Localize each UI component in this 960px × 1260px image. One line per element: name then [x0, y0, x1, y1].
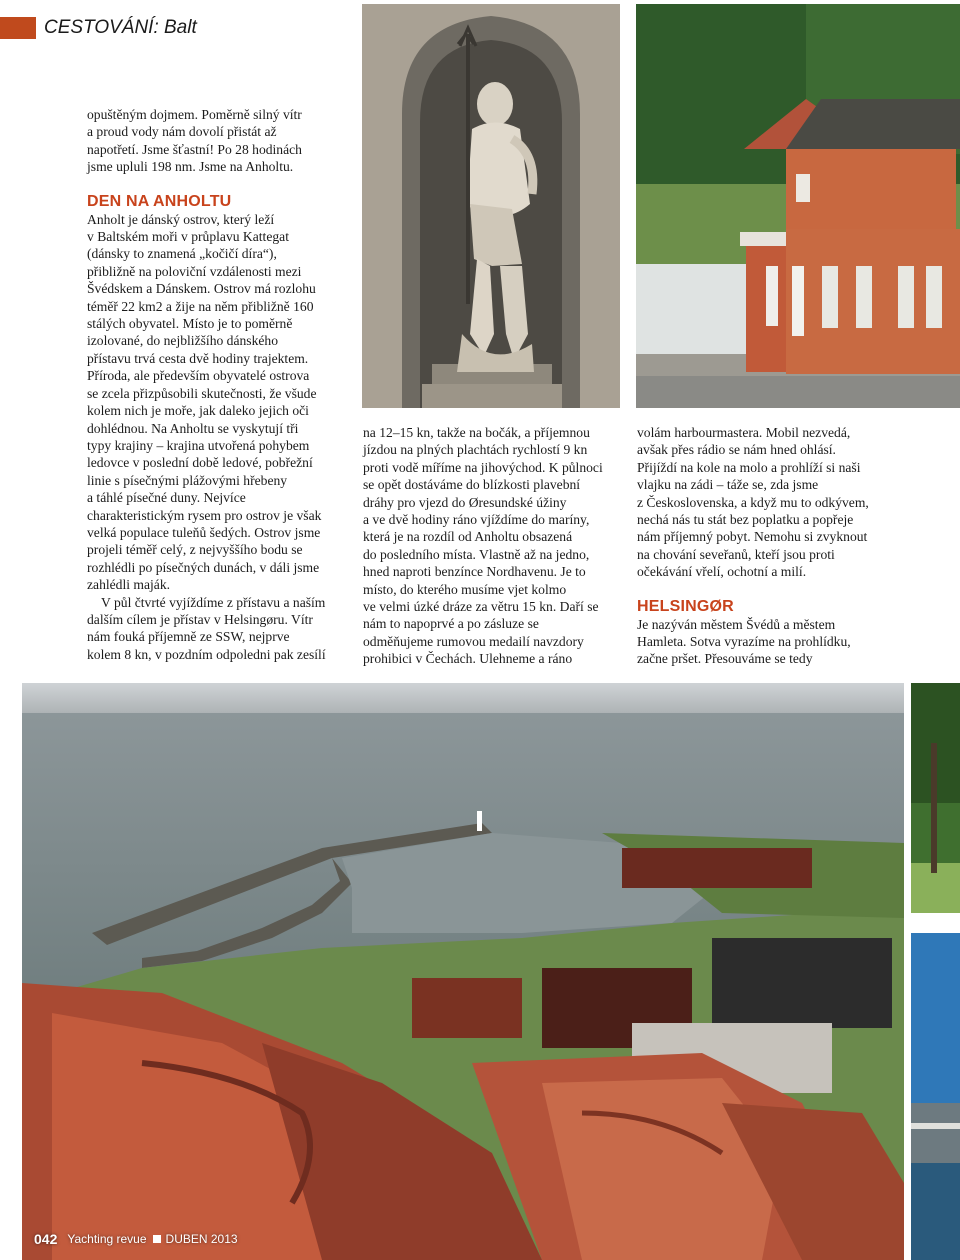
- neptune-statue-photo: [362, 4, 620, 408]
- text-line: Anholt je dánský ostrov, který leží: [87, 211, 275, 227]
- text-line: se zcela přizpůsobili skutečnosti, že všude: [87, 385, 317, 401]
- text-line: velká populace tuleňů šedých. Ostrov jsme: [87, 524, 321, 540]
- section-color-bar: [0, 17, 36, 39]
- text-line: charakteristickým rysem pro ostrov je však: [87, 507, 322, 523]
- helsingor-paragraph: [637, 616, 899, 668]
- text-line: zahlédli maják.: [87, 577, 171, 593]
- text-line: volám harbourmastera. Mobil nezvedá,: [637, 425, 851, 440]
- text-line: téměř 22 km2 a žije na něm přibližně 160: [87, 298, 314, 314]
- text-line: dalším cílem je přístav v Helsingøru. Vítr: [87, 611, 313, 627]
- text-line: hned naproti benzínce Nordhavenu. Je to: [363, 564, 586, 580]
- section-label: CESTOVÁNÍ: Balt: [44, 17, 197, 38]
- text-line: kolem 8 kn, v pozdním odpoledni pak zesílí: [87, 646, 326, 662]
- text-line: ve velmi úzké dráze za větru 15 kn. Daří se: [363, 599, 599, 615]
- magazine-name: Yachting revue: [67, 1232, 147, 1246]
- text-line: dohlédnou. Na Anholtu se vyskytují tři: [87, 420, 299, 436]
- text-line: napotřetí. Jsme šťastní! Po 28 hodinách: [87, 141, 302, 157]
- text-line: na chování seveřanů, kteří jsou proti: [637, 546, 835, 562]
- page-number: 042: [34, 1231, 58, 1247]
- text-line: Příroda, ale především obyvatelé ostrova: [87, 368, 310, 384]
- text-line: (dánsky to znamená „kočičí díra“),: [87, 246, 277, 262]
- text-line: a ve dvě hodiny ráno vjíždíme do maríny,: [363, 512, 590, 528]
- text-line: na 12–15 kn, takže na bočák, a příjemnou: [363, 425, 590, 440]
- text-line: Švédskem a Dánskem. Ostrov má rozlohu: [87, 281, 316, 297]
- text-line: očekávání vřelí, ochotní a milí.: [637, 564, 807, 580]
- text-line: v Baltském moři v průplavu Kattegat: [87, 229, 289, 245]
- text-line: do posledního místa. Vlastně až na jedno,: [363, 546, 590, 562]
- text-line: se opět dostáváme do blízkosti plavební: [363, 477, 581, 493]
- issue-label: DUBEN 2013: [165, 1232, 238, 1246]
- text-line: místo, do kterého musíme vjet kolmo: [363, 581, 567, 597]
- side-photo-top: [911, 683, 960, 913]
- page-footer: [22, 1228, 238, 1250]
- text-line: přibližně na poloviční vzdálenosti mezi: [87, 263, 302, 279]
- text-line: projeli téměř celý, z nejvyššího bodu se: [87, 542, 303, 558]
- departure-paragraph: [87, 594, 357, 664]
- text-line: z Československa, a když mu to odkývem,: [637, 494, 869, 510]
- text-column-1: [87, 106, 357, 663]
- text-line: nám příjemný pobyt. Nemohu si zvyknout: [637, 529, 868, 545]
- text-line: odměňujeme rumovou medailí navzdory: [363, 633, 584, 649]
- text-line: opuštěným dojmem. Poměrně silný vítr: [87, 107, 302, 122]
- side-photo-bottom: [911, 933, 960, 1260]
- text-line: nechá nás tu stát bez poplatku a popřeje: [637, 512, 854, 528]
- heading-helsingor: HELSINGØR: [637, 597, 734, 615]
- intro-paragraph: [87, 106, 357, 176]
- text-line: Hamleta. Sotva vyrazíme na prohlídku,: [637, 634, 851, 650]
- text-line: nám to napoprvé a po zásluze se: [363, 616, 539, 632]
- text-line: V půl čtvrté vyjíždíme z přístavu a naším: [101, 594, 326, 610]
- text-line: ledovce v poslední době ledové, pobřežní: [87, 455, 313, 471]
- text-line: která je na rozdíl od Anholtu obsazená: [363, 529, 573, 545]
- heading-den-na-anholtu: DEN NA ANHOLTU: [87, 192, 232, 210]
- text-line: Přijíždí na kole na molo a prohlíží si naši: [637, 459, 861, 475]
- text-line: typy krajiny – krajina utvořená pohybem: [87, 437, 310, 453]
- text-line: přístavu trvá cesta dvě hodiny trajektem.: [87, 350, 309, 366]
- text-line: proti vodě míříme na jihovýchod. K půlnoci: [363, 459, 603, 475]
- text-line: kolem nich je moře, jak daleko jejich oči: [87, 403, 309, 419]
- brick-house-photo: [636, 4, 960, 408]
- text-column-3: [637, 424, 899, 668]
- text-line: a proud vody nám dovolí přistát až: [87, 124, 277, 140]
- text-line: avšak přes rádio se nám hned ohlásí.: [637, 442, 836, 458]
- text-line: stálých obyvatel. Místo je to poměrně: [87, 316, 293, 332]
- text-line: vlajku na zádi – táže se, zda jsme: [637, 477, 819, 493]
- text-line: izolované, do nejbližšího dánského: [87, 333, 279, 349]
- text-line: začne pršet. Přesouváme se tedy: [637, 651, 813, 667]
- text-line: jsme upluli 198 nm. Jsme na Anholtu.: [87, 159, 294, 175]
- text-line: linie s písečnými plážovými hřebeny: [87, 472, 288, 488]
- text-line: a táhlé písečné duny. Nejvíce: [87, 490, 246, 506]
- text-line: rozhlédli po písečných dunách, v dáli jsme: [87, 559, 320, 575]
- harbour-aerial-photo: [22, 683, 904, 1260]
- text-line: prohibici v Čechách. Ulehneme a ráno: [363, 651, 573, 667]
- text-column-2: [363, 424, 625, 668]
- text-line: Je nazýván městem Švédů a městem: [637, 616, 836, 632]
- separator-square-icon: [153, 1235, 161, 1243]
- anholt-paragraph: [87, 211, 357, 594]
- text-line: dráhy pro vjezd do Øresundské úžiny: [363, 494, 567, 510]
- section-tag: [0, 16, 340, 40]
- text-line: jízdou na plných plachtách rychlostí 9 kn: [363, 442, 588, 458]
- text-line: nám fouká příjemně ze SSW, nejprve: [87, 629, 290, 645]
- harbourmaster-paragraph: [637, 424, 899, 581]
